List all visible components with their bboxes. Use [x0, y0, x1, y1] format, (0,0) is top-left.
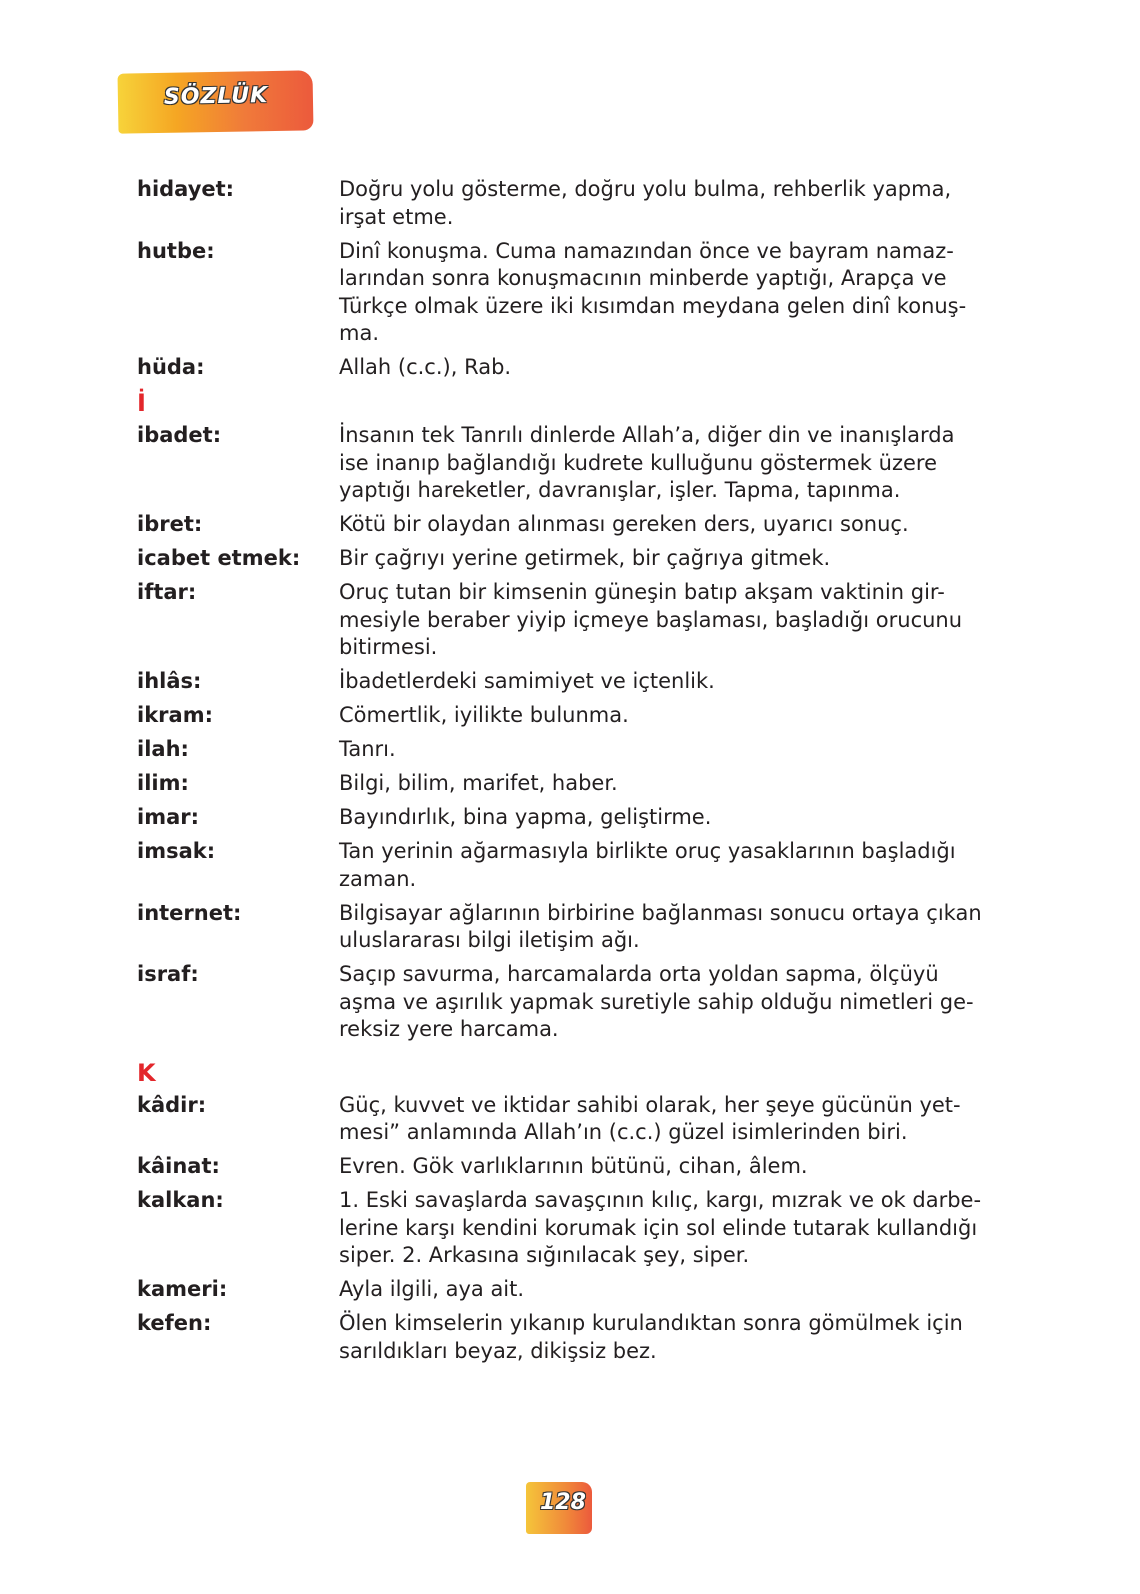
glossary-entry — [137, 422, 997, 505]
entry-term: kefen: — [137, 1311, 212, 1335]
page-number-badge — [526, 1482, 592, 1534]
entry-term: internet: — [137, 900, 242, 925]
entry-definition: Bir çağrıyı yerine getirmek, bir çağrıya gitmek. — [339, 546, 831, 570]
entry-term: kâdir: — [137, 1092, 207, 1117]
entry-term: ibadet: — [137, 423, 222, 447]
entry-definition: Bilgi, bilim, marifet, haber. — [339, 771, 618, 795]
glossary-entry — [137, 736, 997, 764]
entry-definition: Allah (c.c.), Rab. — [339, 355, 512, 379]
glossary-entry — [137, 1153, 997, 1181]
entry-definition: Tanrı. — [339, 737, 396, 761]
glossary-entry — [137, 579, 997, 662]
glossary-entry — [137, 176, 997, 231]
entry-term: icabet etmek: — [137, 546, 301, 570]
letter-heading: K — [137, 1058, 156, 1087]
entry-definition: Bayındırlık, bina yapma, geliştirme. — [339, 805, 712, 829]
glossary-entry — [137, 354, 997, 382]
entry-definition: 1. Eski savaşlarda savaşçının kılıç, kargı, mızrak ve ok darbe- lerine karşı kendini korumak için sol elinde tutarak kullandığı siper. 2. Arkasına sığınılacak şey, siper. — [339, 1188, 982, 1267]
glossary-entry — [137, 900, 997, 955]
glossary-entry — [137, 1187, 997, 1270]
entry-definition: Güç, kuvvet ve iktidar sahibi olarak, her şeye gücünün yet- mesi” anlamında Allah’ın (c.c.) güzel isimlerinden biri. — [339, 1092, 961, 1144]
glossary-entry — [137, 238, 997, 348]
entry-term: hüda: — [137, 355, 205, 379]
glossary-entry — [137, 702, 997, 730]
glossary-entry — [137, 1310, 997, 1365]
entry-term: hidayet: — [137, 177, 235, 201]
glossary-entry — [137, 804, 997, 832]
entry-term: ibret: — [137, 512, 203, 536]
entry-definition: Oruç tutan bir kimsenin güneşin batıp akşam vaktinin gir- mesiyle beraber yiyip içmeye başlaması, başladığı orucunu bitirmesi. — [339, 580, 963, 659]
entry-term: israf: — [137, 962, 199, 986]
glossary-entry — [137, 1092, 997, 1147]
entry-term: kameri: — [137, 1277, 228, 1301]
entry-definition: Bilgisayar ağlarının birbirine bağlanması sonucu ortaya çıkan uluslararası bilgi iletişim ağı. — [339, 900, 982, 952]
entry-definition: Evren. Gök varlıklarının bütünü, cihan, âlem. — [339, 1154, 808, 1178]
entry-definition: Kötü bir olaydan alınması gereken ders, uyarıcı sonuç. — [339, 512, 909, 536]
entry-definition: Doğru yolu gösterme, doğru yolu bulma, rehberlik yapma, irşat etme. — [339, 177, 952, 229]
glossary-list — [137, 176, 997, 1372]
entry-term: iftar: — [137, 580, 197, 604]
page-number: 128 — [540, 1490, 586, 1515]
glossary-entry — [137, 838, 997, 893]
entry-term: ihlâs: — [137, 669, 202, 693]
section-banner — [117, 70, 313, 133]
entry-definition: İbadetlerdeki samimiyet ve içtenlik. — [339, 669, 715, 693]
glossary-entry — [137, 511, 997, 539]
glossary-entry — [137, 770, 997, 798]
entry-term: ilim: — [137, 771, 189, 795]
glossary-entry — [137, 545, 997, 573]
glossary-entry — [137, 1276, 997, 1304]
entry-definition: Ayla ilgili, aya ait. — [339, 1277, 525, 1301]
entry-term: kâinat: — [137, 1154, 220, 1178]
entry-term: imsak: — [137, 839, 216, 863]
entry-definition: Dinî konuşma. Cuma namazından önce ve bayram namaz- larından sonra konuşmacının minberde yaptığı, Arapça ve Türkçe olmak üzere iki kısımdan meydana gelen dinî konuş- ma. — [339, 238, 967, 345]
letter-heading: İ — [137, 389, 146, 417]
entry-term: hutbe: — [137, 238, 215, 263]
entry-definition: İnsanın tek Tanrılı dinlerde Allah’a, diğer din ve inanışlarda ise inanıp bağlandığı kudrete kulluğunu göstermek üzere yaptığı hareketler, davranışlar, işler. Tapma, tapınma. — [339, 423, 955, 502]
entry-term: kalkan: — [137, 1188, 224, 1212]
entry-definition: Tan yerinin ağarmasıyla birlikte oruç yasaklarının başladığı zaman. — [339, 839, 956, 891]
entry-term: imar: — [137, 805, 200, 829]
entry-definition: Cömertlik, iyilikte bulunma. — [339, 703, 629, 727]
entry-definition: Ölen kimselerin yıkanıp kurulandıktan sonra gömülmek için sarıldıkları beyaz, dikişsiz bez. — [339, 1311, 963, 1363]
entry-definition: Saçıp savurma, harcamalarda orta yoldan sapma, ölçüyü aşma ve aşırılık yapmak suretiyle sahip olduğu nimetleri ge- reksiz yere harcama. — [339, 962, 974, 1041]
entry-term: ikram: — [137, 703, 213, 727]
glossary-entry — [137, 668, 997, 696]
entry-term: ilah: — [137, 737, 189, 761]
glossary-entry — [137, 961, 997, 1044]
page-title: SÖZLÜK — [163, 83, 269, 110]
